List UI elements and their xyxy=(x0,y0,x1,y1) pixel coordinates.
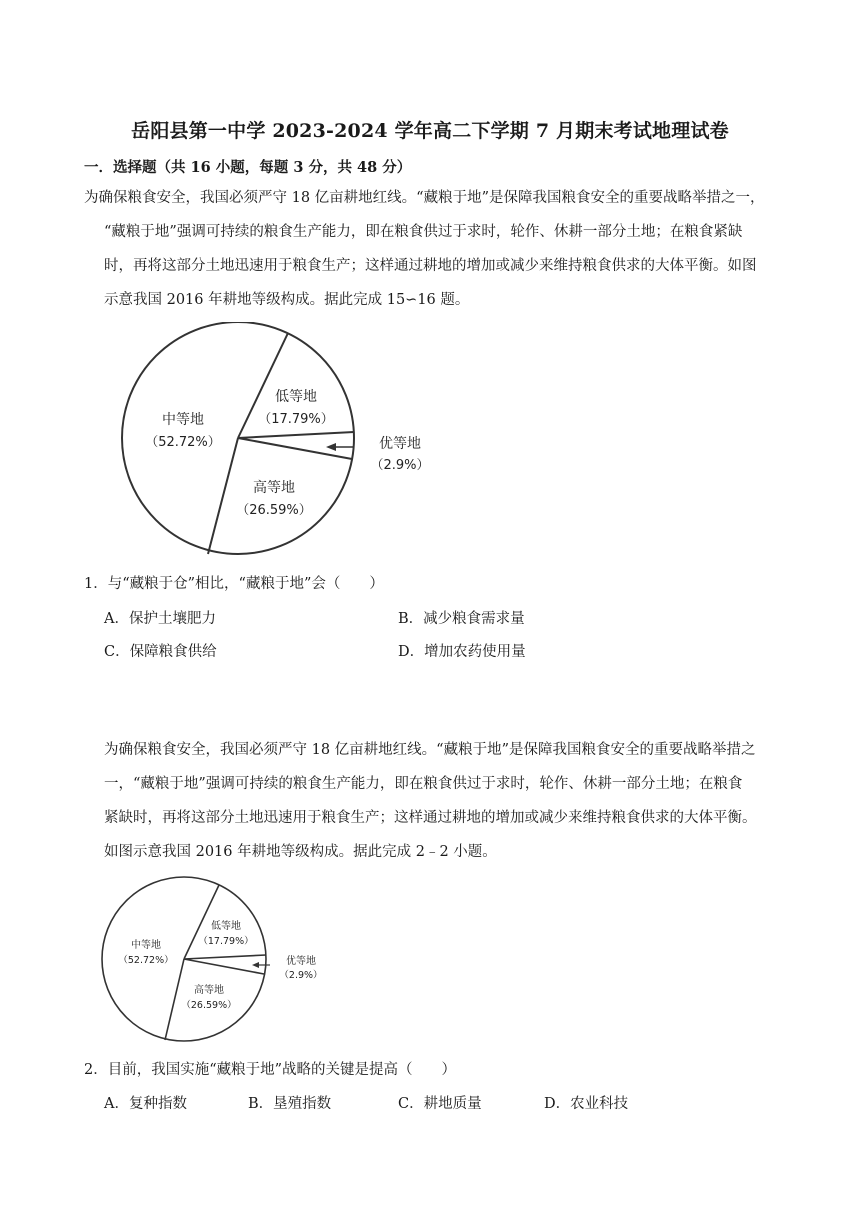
passage2-line-1: 为确保粮食安全，我国必须严守 18 亿亩耕地红线。“藏粮于地”是保障我国粮食安全的重要战略举措之 xyxy=(104,742,756,758)
question1-stem: 1．与“藏粮于仓”相比，“藏粮于地”会（ ） xyxy=(84,576,384,592)
slice-value-label: （2.9%） xyxy=(370,458,430,473)
slice-boundary xyxy=(238,432,354,438)
passage2-line-2: 一，“藏粮于地”强调可持续的粮食生产能力，即在粮食供过于求时，轮作、休耕一部分土地；在粮食 xyxy=(104,776,743,792)
question2-option-a[interactable]: A．复种指数 xyxy=(104,1096,187,1112)
slice-value-label: （52.72%） xyxy=(118,955,174,966)
question1-option-d[interactable]: D．增加农药使用量 xyxy=(398,644,526,660)
section-heading: 一．选择题（共 16 小题，每题 3 分，共 48 分） xyxy=(84,159,412,176)
passage1-line-3: 时，再将这部分土地迅速用于粮食生产；这样通过耕地的增加或减少来维持粮食供求的大体平衡。如图 xyxy=(104,258,757,274)
question2-option-c[interactable]: C．耕地质量 xyxy=(398,1096,482,1112)
slice-label: 中等地 xyxy=(131,940,161,951)
slice-boundary xyxy=(184,959,264,974)
slice-label: 高等地 xyxy=(253,480,295,496)
passage1-line-1: 为确保粮食安全，我国必须严守 18 亿亩耕地红线。“藏粮于地”是保障我国粮食安全的重要战略举措之一， xyxy=(84,190,765,206)
slice-label: 低等地 xyxy=(275,389,317,405)
question2-stem: 2．目前，我国实施“藏粮于地”战略的关键是提高（ ） xyxy=(84,1062,457,1078)
passage2-line-4: 如图示意我国 2016 年耕地等级构成。据此完成 2﹣2 小题。 xyxy=(104,844,497,860)
slice-value-label: （52.72%） xyxy=(145,435,221,450)
slice-value-label: （17.79%） xyxy=(258,412,334,427)
pie-chart-2 xyxy=(98,876,338,1046)
question1-option-a[interactable]: A．保护土壤肥力 xyxy=(104,611,216,627)
question1-option-b[interactable]: B．减少粮食需求量 xyxy=(398,611,525,627)
slice-value-label: （26.59%） xyxy=(236,503,312,518)
passage1-line-2: “藏粮于地”强调可持续的粮食生产能力，即在粮食供过于求时，轮作、休耕一部分土地；在粮食紧缺 xyxy=(104,224,743,240)
question2-option-d[interactable]: D．农业科技 xyxy=(544,1096,629,1112)
leader-arrowhead xyxy=(326,443,336,451)
slice-value-label: （2.9%） xyxy=(279,970,323,981)
passage2-line-3: 紧缺时，再将这部分土地迅速用于粮食生产；这样通过耕地的增加或减少来维持粮食供求的大体平衡。 xyxy=(104,810,757,826)
slice-label: 低等地 xyxy=(211,921,241,932)
slice-boundary xyxy=(184,955,266,959)
slice-label: 中等地 xyxy=(162,412,204,428)
slice-value-label: （17.79%） xyxy=(198,936,254,947)
slice-label: 高等地 xyxy=(194,985,224,996)
leader-arrowhead xyxy=(252,962,259,968)
slice-boundary xyxy=(208,438,238,554)
slice-label: 优等地 xyxy=(286,956,316,967)
slice-label: 优等地 xyxy=(379,436,421,452)
question1-option-c[interactable]: C．保障粮食供给 xyxy=(104,644,217,660)
slice-value-label: （26.59%） xyxy=(181,1000,237,1011)
pie-chart-1 xyxy=(110,322,470,558)
passage1-line-4: 示意我国 2016 年耕地等级构成。据此完成 15∽16 题。 xyxy=(104,292,470,308)
question2-option-b[interactable]: B．垦殖指数 xyxy=(248,1096,332,1112)
page-title: 岳阳县第一中学 2023-2024 学年高二下学期 7 月期末考试地理试卷 xyxy=(131,120,729,142)
